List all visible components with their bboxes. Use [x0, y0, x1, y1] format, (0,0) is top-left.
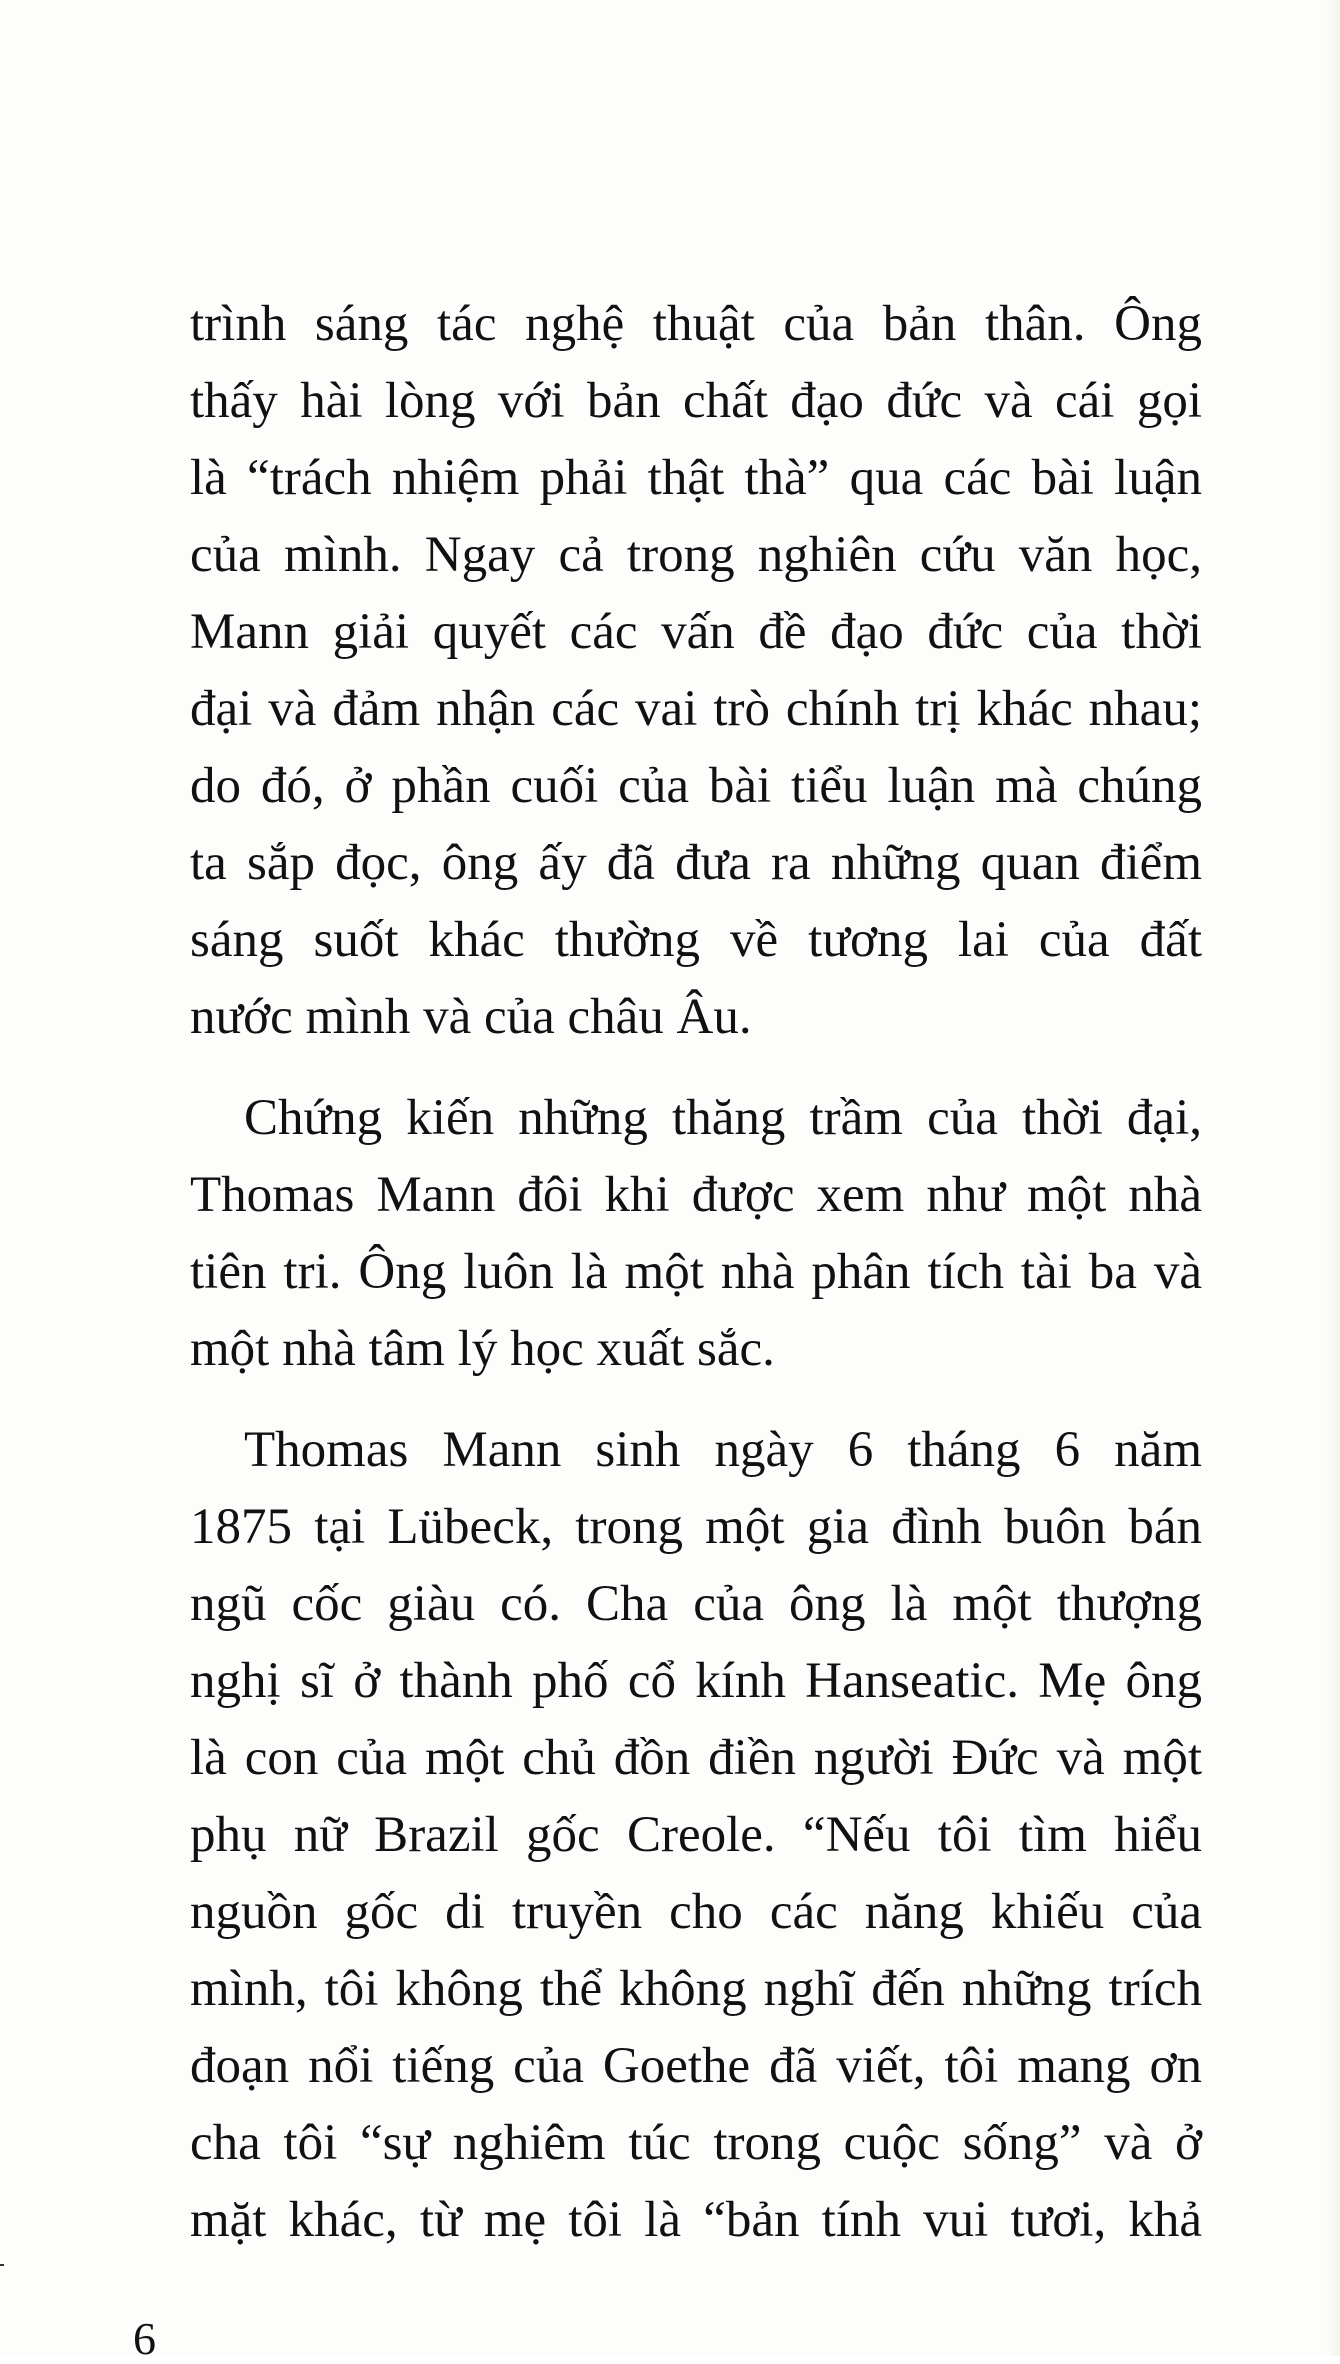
text-line: nguồn gốc di truyền cho các năng khiếu của	[190, 1884, 1202, 1940]
paragraph-spacer	[190, 1388, 1202, 1412]
text-line: thấy hài lòng với bản chất đạo đức và cái gọi	[190, 373, 1202, 429]
text-line: nghị sĩ ở thành phố cổ kính Hanseatic. Mẹ ông	[190, 1653, 1202, 1709]
text-line: tiên tri. Ông luôn là một nhà phân tích tài ba và	[190, 1244, 1202, 1300]
text-line: 1875 tại Lübeck, trong một gia đình buôn bán	[190, 1499, 1202, 1555]
text-line: đoạn nổi tiếng của Goethe đã viết, tôi mang ơn	[190, 2038, 1202, 2094]
text-line: một nhà tâm lý học xuất sắc.	[190, 1321, 775, 1377]
text-line: Chứng kiến những thăng trầm của thời đại,	[244, 1090, 1202, 1146]
margin-mark	[0, 2264, 4, 2266]
text-line: ta sắp đọc, ông ấy đã đưa ra những quan điểm	[190, 835, 1202, 891]
page-edge-shadow	[1326, 0, 1340, 2356]
text-line: mặt khác, từ mẹ tôi là “bản tính vui tươi, khả	[190, 2192, 1202, 2248]
body-text	[190, 286, 1202, 2259]
text-line: là con của một chủ đồn điền người Đức và một	[190, 1730, 1202, 1786]
paragraph-1	[190, 286, 1202, 1056]
paragraph-3	[190, 1412, 1202, 2259]
page-number: 6	[133, 2313, 156, 2364]
paragraph-2	[190, 1080, 1202, 1388]
text-line: đại và đảm nhận các vai trò chính trị khác nhau;	[190, 681, 1202, 737]
paragraph-spacer	[190, 1056, 1202, 1080]
text-line: trình sáng tác nghệ thuật của bản thân. Ông	[190, 296, 1202, 352]
text-line: phụ nữ Brazil gốc Creole. “Nếu tôi tìm hiểu	[190, 1807, 1202, 1863]
text-line: là “trách nhiệm phải thật thà” qua các bài luận	[190, 450, 1202, 506]
text-line: sáng suốt khác thường về tương lai của đất	[190, 912, 1202, 968]
text-line: ngũ cốc giàu có. Cha của ông là một thượng	[190, 1576, 1202, 1632]
text-line: của mình. Ngay cả trong nghiên cứu văn học,	[190, 527, 1202, 583]
text-line: mình, tôi không thể không nghĩ đến những trích	[190, 1961, 1202, 2017]
text-line: do đó, ở phần cuối của bài tiểu luận mà chúng	[190, 758, 1202, 814]
text-line: Mann giải quyết các vấn đề đạo đức của thời	[190, 604, 1202, 660]
text-line: cha tôi “sự nghiêm túc trong cuộc sống” và ở	[190, 2115, 1202, 2171]
text-line: Thomas Mann sinh ngày 6 tháng 6 năm	[244, 1422, 1202, 1478]
text-line: nước mình và của châu Âu.	[190, 989, 752, 1045]
text-line: Thomas Mann đôi khi được xem như một nhà	[190, 1167, 1202, 1223]
